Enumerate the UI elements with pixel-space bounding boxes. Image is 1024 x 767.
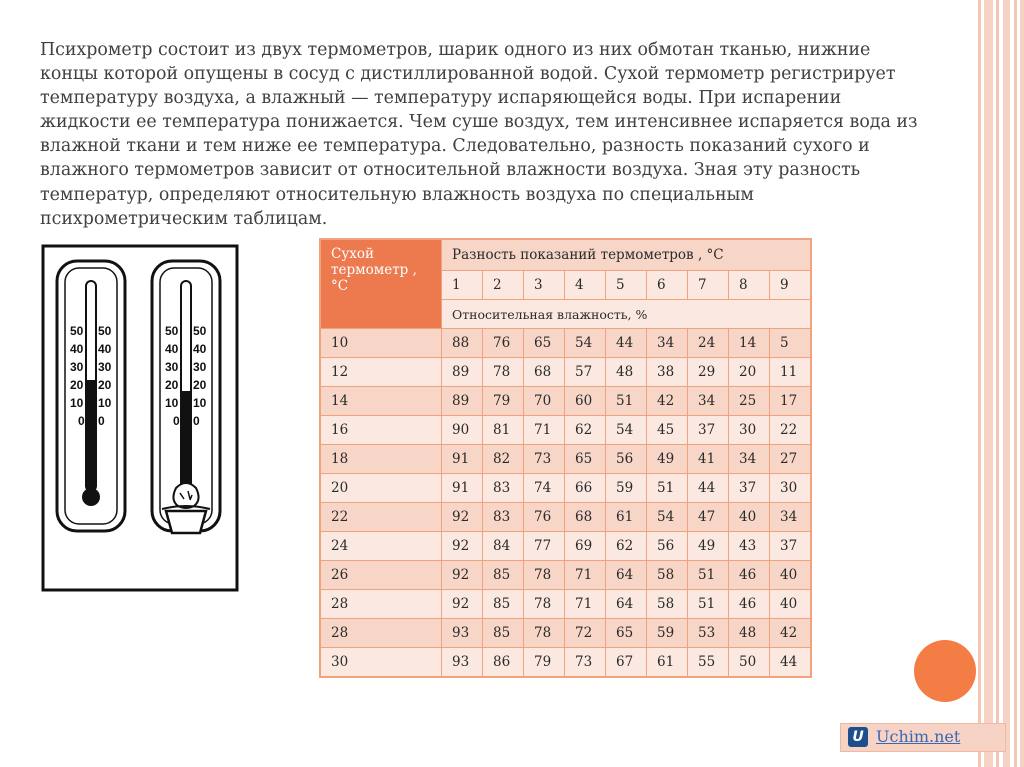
humidity-cell: 51 [606, 387, 647, 416]
humidity-cell: 74 [524, 474, 565, 503]
humidity-cell: 57 [565, 358, 606, 387]
humidity-cell: 60 [565, 387, 606, 416]
humidity-cell: 14 [729, 329, 770, 358]
humidity-cell: 66 [565, 474, 606, 503]
scale-label: 0 [193, 414, 200, 428]
humidity-cell: 61 [647, 648, 688, 678]
humidity-cell: 61 [606, 503, 647, 532]
humidity-cell: 85 [483, 590, 524, 619]
table-row [320, 474, 811, 503]
dry-thermometer-header: Сухой термометр , °С [320, 239, 442, 329]
humidity-cell: 62 [565, 416, 606, 445]
humidity-cell: 73 [524, 445, 565, 474]
humidity-cell: 92 [442, 503, 483, 532]
humidity-cell: 11 [770, 358, 812, 387]
scale-label: 40 [165, 342, 179, 356]
table-row [320, 648, 811, 678]
humidity-cell: 59 [606, 474, 647, 503]
scale-label: 10 [193, 396, 207, 410]
humidity-cell: 49 [647, 445, 688, 474]
humidity-cell: 84 [483, 532, 524, 561]
humidity-cell: 68 [565, 503, 606, 532]
humidity-cell: 92 [442, 561, 483, 590]
humidity-cell: 69 [565, 532, 606, 561]
humidity-cell: 81 [483, 416, 524, 445]
temperature-cell: 18 [320, 445, 442, 474]
table-row [320, 329, 811, 358]
humidity-cell: 56 [647, 532, 688, 561]
humidity-cell: 34 [729, 445, 770, 474]
humidity-cell: 17 [770, 387, 812, 416]
humidity-cell: 38 [647, 358, 688, 387]
table-row [320, 561, 811, 590]
humidity-cell: 92 [442, 532, 483, 561]
temperature-cell: 28 [320, 619, 442, 648]
decorative-stripe [1003, 0, 1010, 767]
humidity-cell: 54 [565, 329, 606, 358]
uchim-link[interactable]: Uchim.net [876, 727, 961, 746]
temperature-cell: 10 [320, 329, 442, 358]
humidity-cell: 44 [770, 648, 812, 678]
humidity-cell: 53 [688, 619, 729, 648]
humidity-cell: 48 [606, 358, 647, 387]
humidity-cell: 93 [442, 619, 483, 648]
temperature-cell: 14 [320, 387, 442, 416]
table-row [320, 358, 811, 387]
decorative-circle [914, 640, 976, 702]
humidity-cell: 55 [688, 648, 729, 678]
humidity-cell: 62 [606, 532, 647, 561]
scale-label: 20 [98, 378, 112, 392]
humidity-cell: 5 [770, 329, 812, 358]
difference-value: 5 [606, 271, 647, 300]
temperature-cell: 30 [320, 648, 442, 678]
scale-label: 30 [193, 360, 207, 374]
humidity-cell: 73 [565, 648, 606, 678]
scale-label: 10 [70, 396, 84, 410]
scale-label: 0 [98, 414, 105, 428]
decorative-stripe [1014, 0, 1017, 767]
table-row [320, 416, 811, 445]
humidity-cell: 34 [770, 503, 812, 532]
humidity-cell: 24 [688, 329, 729, 358]
scale-label: 40 [98, 342, 112, 356]
humidity-cell: 79 [524, 648, 565, 678]
temperature-cell: 22 [320, 503, 442, 532]
scale-label: 30 [98, 360, 112, 374]
difference-value: 6 [647, 271, 688, 300]
table-row [320, 590, 811, 619]
humidity-cell: 65 [565, 445, 606, 474]
scale-label: 10 [165, 396, 179, 410]
humidity-cell: 78 [524, 590, 565, 619]
humidity-cell: 78 [483, 358, 524, 387]
decorative-stripe [996, 0, 999, 767]
scale-label: 10 [98, 396, 112, 410]
humidity-cell: 78 [524, 561, 565, 590]
humidity-cell: 46 [729, 561, 770, 590]
humidity-cell: 34 [688, 387, 729, 416]
humidity-cell: 40 [770, 590, 812, 619]
difference-value: 1 [442, 271, 483, 300]
humidity-cell: 25 [729, 387, 770, 416]
temperature-cell: 12 [320, 358, 442, 387]
scale-label: 0 [173, 414, 180, 428]
temperature-cell: 16 [320, 416, 442, 445]
decorative-stripe [984, 0, 993, 767]
scale-label: 30 [165, 360, 179, 374]
humidity-cell: 56 [606, 445, 647, 474]
humidity-cell: 92 [442, 590, 483, 619]
humidity-cell: 90 [442, 416, 483, 445]
humidity-cell: 76 [483, 329, 524, 358]
temperature-cell: 28 [320, 590, 442, 619]
humidity-cell: 29 [688, 358, 729, 387]
humidity-cell: 77 [524, 532, 565, 561]
humidity-cell: 71 [565, 590, 606, 619]
humidity-cell: 51 [688, 561, 729, 590]
humidity-cell: 44 [606, 329, 647, 358]
scale-label: 40 [70, 342, 84, 356]
difference-value: 8 [729, 271, 770, 300]
humidity-cell: 45 [647, 416, 688, 445]
humidity-cell: 64 [606, 561, 647, 590]
humidity-cell: 91 [442, 445, 483, 474]
humidity-cell: 89 [442, 387, 483, 416]
table-row [320, 532, 811, 561]
scale-label: 50 [70, 324, 84, 338]
humidity-cell: 65 [606, 619, 647, 648]
humidity-cell: 83 [483, 474, 524, 503]
scale-label: 50 [165, 324, 179, 338]
scale-label: 50 [193, 324, 207, 338]
humidity-cell: 70 [524, 387, 565, 416]
table-row [320, 387, 811, 416]
temperature-cell: 24 [320, 532, 442, 561]
psychrometer-illustration [40, 243, 240, 593]
humidity-cell: 58 [647, 590, 688, 619]
humidity-cell: 27 [770, 445, 812, 474]
humidity-cell: 41 [688, 445, 729, 474]
humidity-cell: 42 [647, 387, 688, 416]
psychrometric-table [319, 238, 812, 678]
humidity-cell: 83 [483, 503, 524, 532]
difference-value: 2 [483, 271, 524, 300]
difference-value: 7 [688, 271, 729, 300]
humidity-cell: 46 [729, 590, 770, 619]
humidity-cell: 72 [565, 619, 606, 648]
humidity-cell: 20 [729, 358, 770, 387]
humidity-cell: 54 [647, 503, 688, 532]
humidity-cell: 44 [688, 474, 729, 503]
humidity-cell: 54 [606, 416, 647, 445]
temperature-cell: 26 [320, 561, 442, 590]
humidity-cell: 85 [483, 561, 524, 590]
humidity-cell: 49 [688, 532, 729, 561]
humidity-cell: 34 [647, 329, 688, 358]
humidity-cell: 30 [770, 474, 812, 503]
humidity-cell: 93 [442, 648, 483, 678]
table-row [320, 619, 811, 648]
description-paragraph: Психрометр состоит из двух термометров, шарик одного из них обмотан тканью, нижние концы которой опущены в сосуд с дистиллированной водой. Сухой термометр регистрирует температуру воздуха, а влажный — температуру испаряющейся воды. При испарении жидкости ее температура понижается. Чем суше воздух, тем интенсивнее испаряется вода из влажной ткани и тем ниже ее температура. Следовательно, разность показаний сухого и влажного термометров зависит от относительной влажности воздуха. Зная эту разность температур, определяют относительную влажность воздуха по специальным психрометрическим таблицам. [40, 40, 918, 229]
humidity-cell: 22 [770, 416, 812, 445]
humidity-cell: 89 [442, 358, 483, 387]
humidity-cell: 71 [524, 416, 565, 445]
humidity-cell: 79 [483, 387, 524, 416]
humidity-cell: 50 [729, 648, 770, 678]
difference-value: 9 [770, 271, 812, 300]
humidity-cell: 64 [606, 590, 647, 619]
humidity-cell: 88 [442, 329, 483, 358]
decorative-stripe [1020, 0, 1024, 767]
humidity-cell: 37 [688, 416, 729, 445]
scale-label: 50 [98, 324, 112, 338]
humidity-cell: 91 [442, 474, 483, 503]
humidity-header: Относительная влажность, % [442, 300, 812, 329]
humidity-cell: 59 [647, 619, 688, 648]
scale-label: 20 [193, 378, 207, 392]
humidity-cell: 86 [483, 648, 524, 678]
scale-label: 20 [165, 378, 179, 392]
scale-label: 40 [193, 342, 207, 356]
humidity-cell: 42 [770, 619, 812, 648]
humidity-cell: 58 [647, 561, 688, 590]
humidity-cell: 78 [524, 619, 565, 648]
scale-label: 20 [70, 378, 84, 392]
uchim-logo-icon: U [848, 727, 868, 747]
table-row [320, 445, 811, 474]
humidity-cell: 67 [606, 648, 647, 678]
humidity-cell: 68 [524, 358, 565, 387]
difference-value: 3 [524, 271, 565, 300]
scale-label: 0 [78, 414, 85, 428]
humidity-cell: 30 [729, 416, 770, 445]
humidity-cell: 71 [565, 561, 606, 590]
difference-value: 4 [565, 271, 606, 300]
temperature-cell: 20 [320, 474, 442, 503]
humidity-cell: 47 [688, 503, 729, 532]
humidity-cell: 82 [483, 445, 524, 474]
humidity-cell: 40 [770, 561, 812, 590]
humidity-cell: 37 [729, 474, 770, 503]
scale-label: 30 [70, 360, 84, 374]
humidity-cell: 51 [688, 590, 729, 619]
humidity-cell: 40 [729, 503, 770, 532]
humidity-cell: 76 [524, 503, 565, 532]
humidity-cell: 48 [729, 619, 770, 648]
difference-header: Разность показаний термометров , °С [442, 239, 812, 271]
table-row [320, 503, 811, 532]
humidity-cell: 37 [770, 532, 812, 561]
humidity-cell: 65 [524, 329, 565, 358]
humidity-cell: 51 [647, 474, 688, 503]
humidity-cell: 85 [483, 619, 524, 648]
humidity-cell: 43 [729, 532, 770, 561]
decorative-stripe [978, 0, 981, 767]
